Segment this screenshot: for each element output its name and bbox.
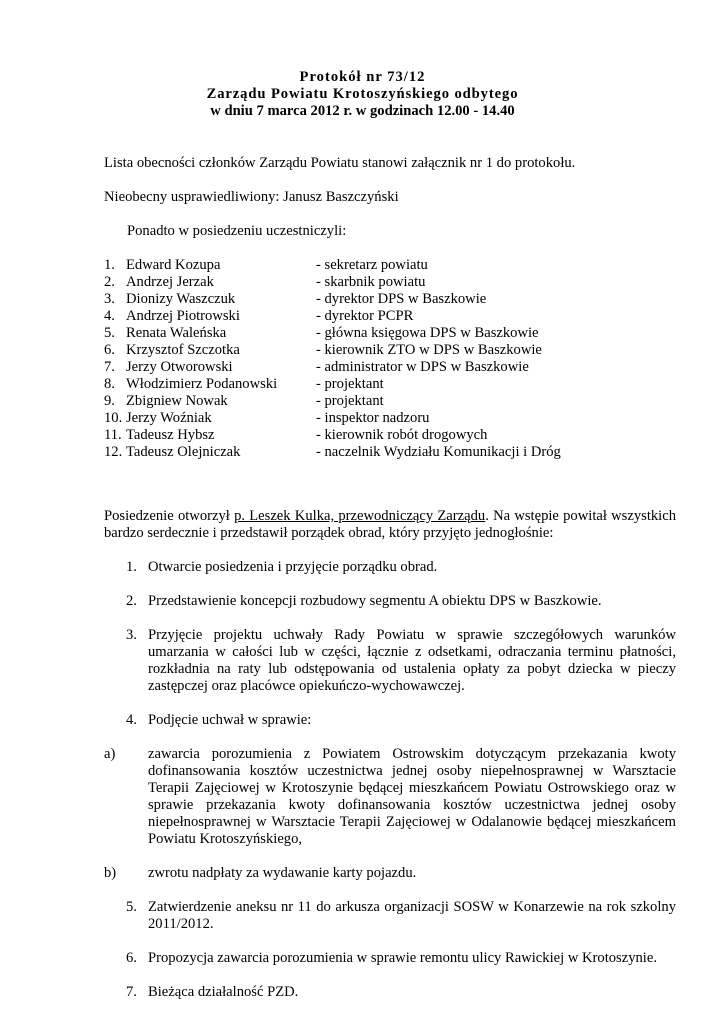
participant-number: 12. [104, 444, 123, 460]
agenda-number: 1. [126, 559, 137, 575]
participant-number: 7. [104, 359, 115, 375]
participant-role: - naczelnik Wydziału Komunikacji i Dróg [316, 444, 561, 460]
opening-suffix: . Na wstępie powitał wszystkich bardzo serdecznie i przedstawił porządek obrad, który przyjęto jednogłośnie: [104, 508, 676, 541]
participant-number: 10. [104, 410, 123, 426]
agenda-item [104, 950, 676, 967]
participant-number: 9. [104, 393, 115, 409]
agenda-list [104, 559, 676, 1018]
participant-role: - administrator w DPS w Baszkowie [316, 359, 529, 375]
participant-number: 4. [104, 308, 115, 324]
participant-name: Edward Kozupa [126, 257, 221, 273]
participants-list [104, 257, 664, 461]
participant-name: Jerzy Otworowski [126, 359, 233, 375]
participant-role: - sekretarz powiatu [316, 257, 428, 273]
participant-row [104, 325, 664, 342]
participant-row [104, 376, 664, 393]
participant-row [104, 359, 664, 376]
participant-row [104, 342, 664, 359]
agenda-item [104, 593, 676, 610]
participant-number: 2. [104, 274, 115, 290]
agenda-text: Przedstawienie koncepcji rozbudowy segmentu A obiektu DPS w Baszkowie. [148, 593, 602, 609]
protocol-date: w dniu 7 marca 2012 r. w godzinach 12.00 - 14.40 [210, 103, 515, 119]
participant-row [104, 444, 664, 461]
participant-number: 8. [104, 376, 115, 392]
participant-role: - dyrektor DPS w Baszkowie [316, 291, 487, 307]
agenda-number: 4. [126, 712, 137, 728]
absent-note: Nieobecny usprawiedliwiony: Janusz Baszczyński [104, 189, 399, 205]
participant-role: - kierownik robót drogowych [316, 427, 488, 443]
participant-role: - główna księgowa DPS w Baszkowie [316, 325, 539, 341]
participant-role: - kierownik ZTO w DPS w Baszkowie [316, 342, 542, 358]
participant-name: Renata Waleńska [126, 325, 227, 341]
participant-name: Zbigniew Nowak [126, 393, 228, 409]
agenda-text: Zatwierdzenie aneksu nr 11 do arkusza organizacji SOSW w Konarzewie na rok szkolny 2011/2012. [148, 899, 676, 932]
participant-row [104, 427, 664, 444]
agenda-subitem [104, 746, 676, 848]
agenda-item [104, 712, 676, 729]
participant-role: - inspektor nadzoru [316, 410, 430, 426]
agenda-number: 6. [126, 950, 137, 966]
agenda-number: 3. [126, 627, 137, 643]
participant-row [104, 274, 664, 291]
participant-number: 3. [104, 291, 115, 307]
chair-name: p. Leszek Kulka, przewodniczący Zarządu [234, 508, 486, 524]
agenda-item [104, 559, 676, 576]
participant-name: Krzysztof Szczotka [126, 342, 240, 358]
participant-number: 5. [104, 325, 115, 341]
participant-name: Tadeusz Olejniczak [126, 444, 241, 460]
participant-name: Jerzy Woźniak [126, 410, 212, 426]
opening-paragraph [104, 508, 676, 542]
participant-number: 1. [104, 257, 115, 273]
agenda-item [104, 984, 676, 1001]
participant-row [104, 308, 664, 325]
participant-row [104, 410, 664, 427]
agenda-text: Propozycja zawarcia porozumienia w sprawie remontu ulicy Rawickiej w Krotoszynie. [148, 950, 657, 966]
participant-number: 11. [104, 427, 122, 443]
participant-role: - projektant [316, 393, 384, 409]
participant-row [104, 257, 664, 274]
participant-name: Dionizy Waszczuk [126, 291, 236, 307]
agenda-subitem [104, 865, 676, 882]
protocol-title: Protokół nr 73/12 [299, 69, 426, 85]
participant-number: 6. [104, 342, 115, 358]
participant-name: Andrzej Jerzak [126, 274, 214, 290]
agenda-text: zawarcia porozumienia z Powiatem Ostrowskim dotyczącym przekazania kwoty dofinansowania kosztów uczestnictwa jednej osoby niepełnosprawnej w Warsztacie Terapii Zajęciowej w Krotoszynie będącej mieszkańcem Powiatu Ostrowskiego oraz w sprawie przekazania kwoty dofinansowania kosztów uczestnictwa jednej osoby niepełnosprawnej w Warsztacie Terapii Zajęciowej w Odalanowie będącej mieszkańcem Powiatu Krotoszyńskiego, [148, 746, 676, 847]
participant-name: Włodzimierz Podanowski [126, 376, 278, 392]
agenda-number: 2. [126, 593, 137, 609]
participant-role: - dyrektor PCPR [316, 308, 414, 324]
protocol-subtitle: Zarządu Powiatu Krotoszyńskiego odbytego [206, 86, 519, 102]
agenda-item [104, 627, 676, 695]
participant-role: - skarbnik powiatu [316, 274, 426, 290]
participant-row [104, 291, 664, 308]
opening-prefix: Posiedzenie otworzył [104, 508, 235, 524]
agenda-item [104, 899, 676, 933]
participant-role: - projektant [316, 376, 384, 392]
participant-row [104, 393, 664, 410]
agenda-number: a) [104, 746, 116, 762]
participant-name: Andrzej Piotrowski [126, 308, 240, 324]
participant-name: Tadeusz Hybsz [126, 427, 215, 443]
agenda-number: 5. [126, 899, 137, 915]
attendance-note: Lista obecności członków Zarządu Powiatu stanowi załącznik nr 1 do protokołu. [104, 155, 576, 171]
agenda-text: Bieżąca działalność PZD. [148, 984, 299, 1000]
agenda-text: Przyjęcie projektu uchwały Rady Powiatu w sprawie szczegółowych warunków umarzania w całości lub w części, łącznie z odsetkami, odraczania terminu płatności, rozkładnia na raty lub odstępowania od ustalenia opłaty za pobyt dziecka w pieczy zastępczej oraz placówce opiekuńczo-wychowawczej. [148, 627, 676, 694]
agenda-text: Otwarcie posiedzenia i przyjęcie porządku obrad. [148, 559, 438, 575]
agenda-number: b) [104, 865, 117, 881]
agenda-number: 7. [126, 984, 137, 1000]
agenda-text: Podjęcie uchwał w sprawie: [148, 712, 312, 728]
agenda-text: zwrotu nadpłaty za wydawanie karty pojazdu. [148, 865, 417, 881]
participants-heading: Ponadto w posiedzeniu uczestniczyli: [127, 223, 347, 239]
